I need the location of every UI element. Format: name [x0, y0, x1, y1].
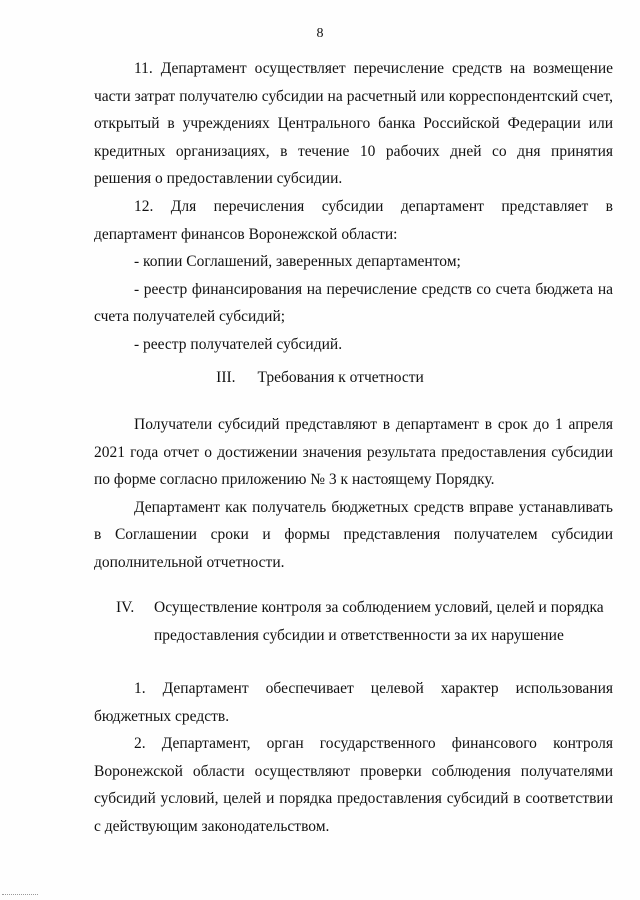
section-3-paragraph-2: Департамент как получатель бюджетных средств вправе устанавливать в Соглашении сроки и формы представления получателем субсидии дополнительной отчетности.: [94, 498, 613, 571]
section-4-paragraph-2: 2. Департамент, орган государственного финансового контроля Воронежской области осуществляют проверки соблюдения получателями субсидий условий, целей и порядка предоставления субсидий в соответствии с действующим законодательством.: [94, 735, 613, 835]
list-item: - копии Соглашений, заверенных департаментом;: [134, 253, 461, 271]
section-3-paragraph-1: Получатели субсидий представляют в департамент в срок до 1 апреля 2021 года отчет о достижении значения результата предоставления субсидии по форме согласно приложению № 3 к настоящему Порядку.: [94, 416, 613, 489]
section-2-tail: [94, 55, 613, 359]
list-item: - реестр получателей субсидий.: [134, 335, 343, 353]
section-3-title: Требования к отчетности: [257, 369, 424, 386]
list-item: - реестр финансирования на перечисление средств со счета бюджета на счета получателей субсидий;: [94, 280, 613, 326]
section-3-heading: [0, 364, 640, 392]
section-4-heading: [116, 594, 636, 649]
section-4-body: [94, 675, 613, 841]
section-3-body: [94, 411, 613, 577]
section-4-title-line-1: Осуществление контроля за соблюдением условий, целей и порядка: [154, 599, 604, 616]
section-3-number: III.: [216, 369, 236, 386]
page-number: 8: [316, 26, 324, 41]
scan-artifact: [2, 894, 38, 897]
paragraph-11: 11. Департамент осуществляет перечисление средств на возмещение части затрат получателю субсидии на расчетный или корреспондентский счет, открытый в учреждениях Центрального банка Российской Федерации или кредитных организациях, в течение 10 рабочих дней со дня принятия решения о предоставлении субсидии.: [94, 60, 613, 188]
paragraph-12: 12. Для перечисления субсидии департамент представляет в департамент финансов Воронежской области:: [94, 197, 613, 243]
section-4-number: IV.: [116, 599, 135, 616]
section-4-paragraph-1: 1. Департамент обеспечивает целевой характер использования бюджетных средств.: [94, 680, 613, 725]
section-4-title-line-2: предоставления субсидии и ответственности за их нарушение: [154, 626, 564, 644]
